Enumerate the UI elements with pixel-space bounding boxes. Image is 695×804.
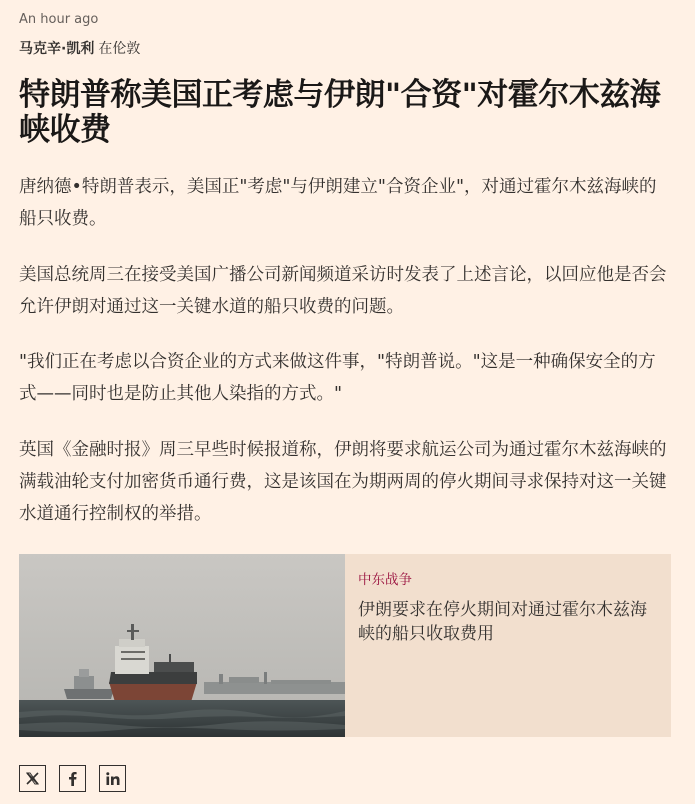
x-icon bbox=[26, 772, 39, 785]
article-timestamp: An hour ago bbox=[19, 12, 99, 27]
share-linkedin-button[interactable] bbox=[99, 765, 126, 792]
linkedin-icon bbox=[106, 772, 120, 785]
article-headline: 特朗普称美国正考虑与伊朗"合资"对霍尔木兹海峡收费 bbox=[19, 77, 661, 148]
byline bbox=[19, 38, 140, 58]
related-article-tag[interactable]: 中东战争 bbox=[358, 572, 412, 588]
article-paragraph: 美国总统周三在接受美国广播公司新闻频道采访时发表了上述言论，以回应他是否会允许伊朗对通过这一关键水道的船只收费的问题。 bbox=[19, 265, 667, 317]
related-article-text bbox=[345, 554, 671, 737]
related-article-image[interactable] bbox=[19, 554, 345, 737]
share-bar bbox=[19, 765, 126, 792]
related-article-card[interactable] bbox=[19, 554, 671, 737]
facebook-icon bbox=[68, 771, 77, 786]
share-facebook-button[interactable] bbox=[59, 765, 86, 792]
share-x-button[interactable] bbox=[19, 765, 46, 792]
article-paragraph: 英国《金融时报》周三早些时候报道称，伊朗将要求航运公司为通过霍尔木兹海峡的满载油轮支付加密货币通行费，这是该国在为期两周的停火期间寻求保持对这一关键水道通行控制权的举措。 bbox=[19, 440, 667, 524]
author-location: 在伦敦 bbox=[98, 41, 141, 57]
author-name[interactable]: 马克辛·凯利 bbox=[19, 41, 95, 57]
article-paragraph: "我们正在考虑以合资企业的方式来做这件事，"特朗普说。"这是一种确保安全的方式——同时也是防止其他人染指的方式。" bbox=[19, 352, 656, 404]
related-article-title[interactable]: 伊朗要求在停火期间对通过霍尔木兹海峡的船只收取费用 bbox=[358, 600, 647, 644]
article-paragraph: 唐纳德•特朗普表示，美国正"考虑"与伊朗建立"合资企业"，对通过霍尔木兹海峡的船只收费。 bbox=[19, 177, 657, 229]
